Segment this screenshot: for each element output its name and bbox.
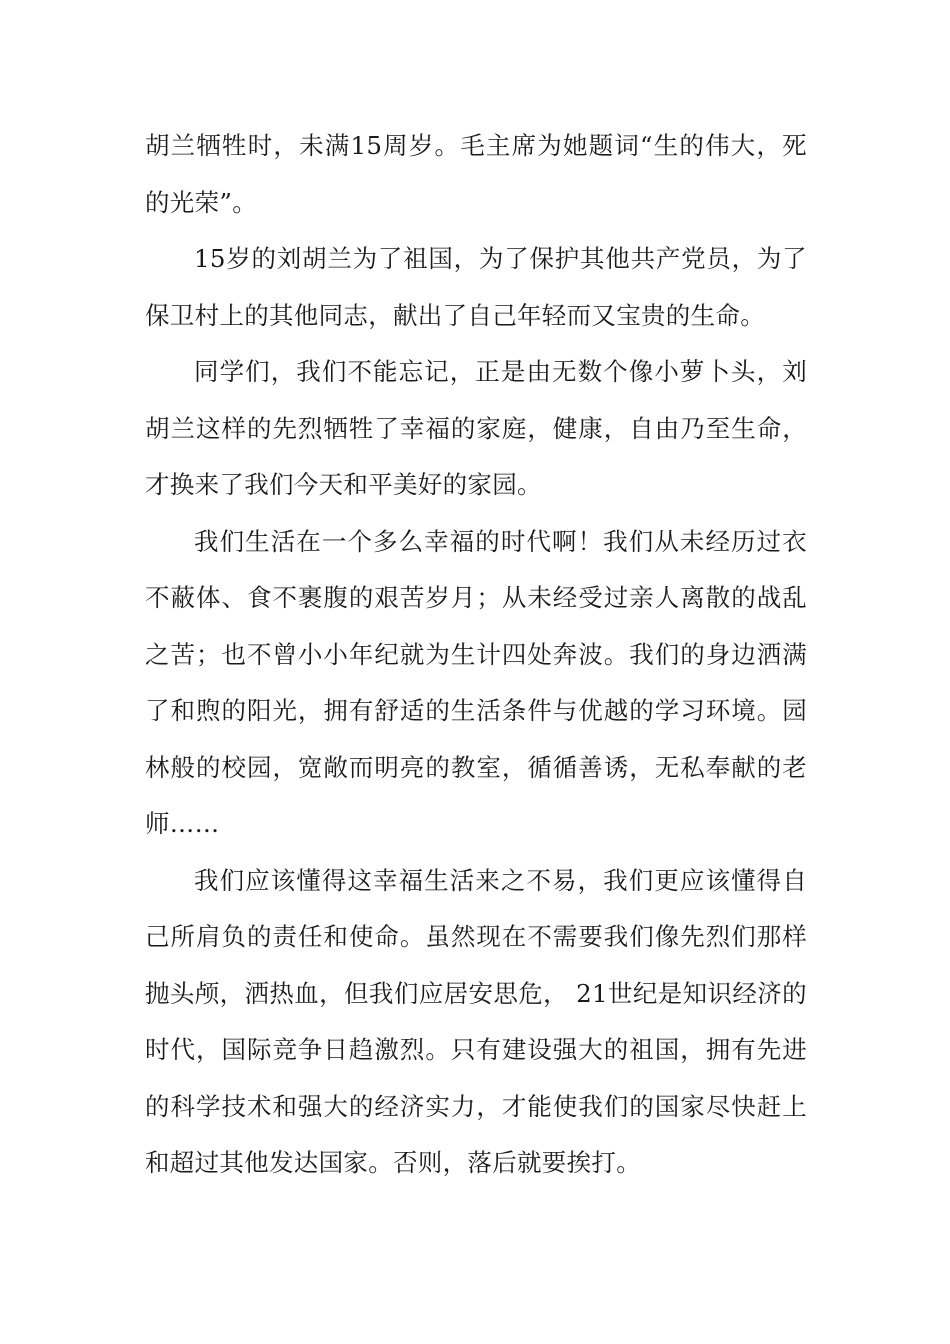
paragraph: 我们生活在一个多么幸福的时代啊！我们从未经历过衣不蔽体、食不裹腹的艰苦岁月；从未经受过亲人离散的战乱之苦；也不曾小小年纪就为生计四处奔波。我们的身边洒满了和煦的阳光，拥有舒适的生活条件与优越的学习环境。园林般的校园，宽敞而明亮的教室，循循善诱，无私奉献的老师…… [145, 526, 807, 838]
paragraph: 15岁的刘胡兰为了祖国，为了保护其他共产党员，为了保卫村上的其他同志，献出了自己年轻而又宝贵的生命。 [145, 244, 807, 330]
document-body [145, 118, 807, 1192]
paragraph: 同学们，我们不能忘记，正是由无数个像小萝卜头，刘胡兰这样的先烈牺牲了幸福的家庭，健康，自由乃至生命，才换来了我们今天和平美好的家园。 [145, 357, 807, 499]
paragraph: 我们应该懂得这幸福生活来之不易，我们更应该懂得自己所肩负的责任和使命。虽然现在不需要我们像先烈们那样抛头颅，洒热血，但我们应居安思危， 21世纪是知识经济的时代，国际竞争日趋激烈。只有建设强大的祖国，拥有先进的科学技术和强大的经济实力，才能使我们的国家尽快赶上和超过其他发达国家。否则，落后就要挨打。 [145, 865, 807, 1177]
paragraph: 胡兰牺牲时，未满15周岁。毛主席为她题词“生的伟大，死的光荣”。 [145, 131, 807, 217]
